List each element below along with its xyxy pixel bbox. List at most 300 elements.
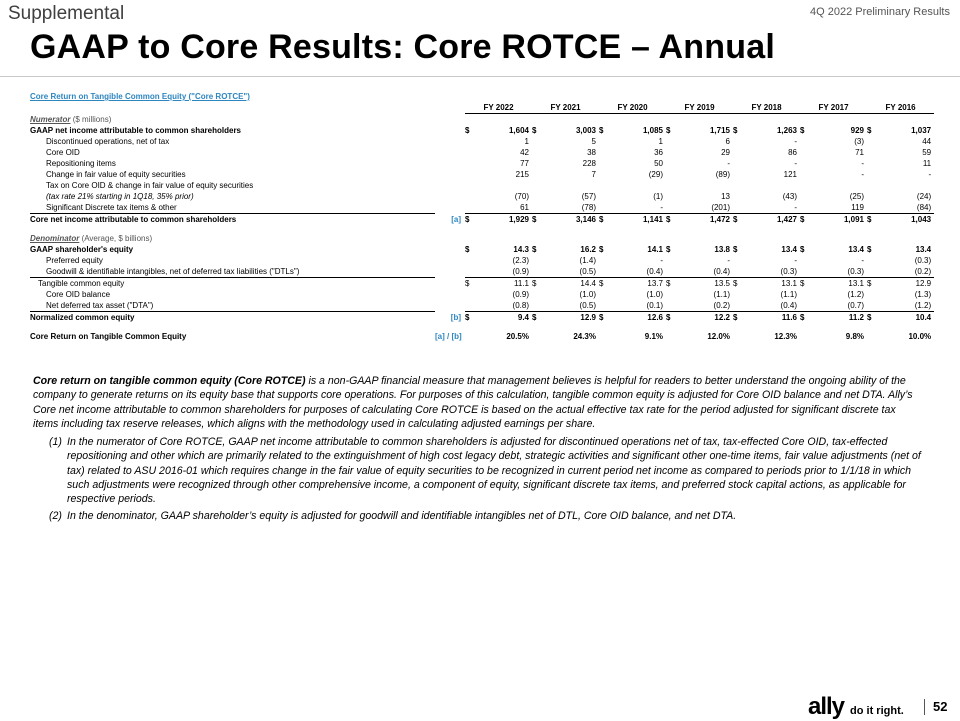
row-reference [435,289,465,300]
value-cell: (70) [514,192,529,201]
table-row [30,136,934,147]
value-cell: 50 [654,159,663,168]
value-cell: 9.4 [517,313,529,322]
value-cell: 11.1 [514,279,529,288]
value-cell: 12.9 [580,313,596,322]
currency-cell [465,202,475,214]
currency-cell [666,136,676,147]
value-cell: (1) [653,192,663,201]
year-header: FY 2016 [867,102,934,114]
value-cell: 71 [855,148,864,157]
currency-cell [599,289,609,300]
currency-cell [599,202,609,214]
value-cell: 12.3% [774,332,797,341]
value-cell: 119 [810,202,867,214]
value-cell: (0.4) [743,300,800,312]
row-reference [435,278,465,290]
currency-cell [599,147,609,158]
numerator-heading-unit: ($ millions) [72,115,112,124]
intro-paragraph [33,374,923,431]
currency-cell: $ [465,215,470,224]
currency-cell [867,255,877,266]
value-cell: (57) [581,192,596,201]
currency-cell: $ [532,126,537,135]
page-number: 52 [933,699,948,714]
currency-cell [800,300,810,312]
value-cell: (89) [715,170,730,179]
row-reference [435,169,465,180]
currency-cell: $ [465,245,470,254]
value-cell: 13.4 [848,245,864,254]
value-cell: 12.6 [647,313,663,322]
row-reference [435,255,465,266]
empty-cell [877,180,934,191]
currency-cell [733,266,743,278]
value-cell: (1.1) [713,290,730,299]
currency-cell [666,169,676,180]
empty-cell [599,180,609,191]
denominator-heading [30,233,934,244]
value-cell: 1,091 [843,215,864,224]
currency-cell [800,266,810,278]
row-reference: [a] / [b] [435,332,462,341]
empty-cell [800,180,810,191]
currency-cell [666,147,676,158]
currency-cell [867,289,877,300]
empty-cell [609,180,666,191]
currency-cell [465,300,475,312]
currency-cell: $ [465,279,470,288]
spacer-row [30,323,934,331]
currency-cell [733,191,743,202]
currency-cell: $ [733,215,738,224]
currency-cell [800,158,810,169]
value-cell: 44 [922,137,932,146]
value-cell: 13.7 [647,279,663,288]
row-label: Core Return on Tangible Common Equity [30,332,187,341]
table-row [30,278,934,290]
currency-cell: $ [867,279,872,288]
value-cell: (1.0) [646,290,663,299]
value-cell: (0.9) [475,266,532,278]
value-cell: 10.0% [908,332,932,341]
table-row [30,255,934,266]
row-label: Discontinued operations, net of tax [46,137,170,146]
currency-cell: $ [532,215,537,224]
currency-cell: $ [465,313,470,322]
currency-cell: $ [599,245,604,254]
empty-cell [532,180,542,191]
value-cell: 14.3 [513,245,529,254]
row-reference [435,244,465,255]
currency-cell: $ [733,245,738,254]
year-header: FY 2019 [666,102,733,114]
value-cell: (1.0) [579,290,596,299]
empty-cell [542,180,599,191]
table-row [30,180,934,191]
value-cell: (0.4) [609,266,666,278]
currency-cell [465,331,475,342]
row-label: Net deferred tax asset ("DTA") [30,300,435,312]
title-divider [0,76,960,77]
currency-cell [532,289,542,300]
currency-cell [733,136,743,147]
value-cell: 5 [591,137,596,146]
row-reference: [a] [451,214,461,224]
currency-cell [532,300,542,312]
value-cell: 1,427 [776,215,797,224]
empty-cell [810,180,867,191]
currency-cell: $ [867,215,872,224]
currency-cell [733,147,743,158]
currency-cell [666,266,676,278]
value-cell: 215 [515,170,529,179]
value-cell: (78) [542,202,599,214]
empty-cell [30,323,934,331]
table-row [30,169,934,180]
value-cell: 36 [654,148,663,157]
currency-cell [800,147,810,158]
footnote-list [33,435,923,523]
currency-cell [666,300,676,312]
value-cell: 59 [922,148,932,157]
value-cell: (1.4) [579,256,596,265]
currency-cell [532,331,542,342]
currency-cell [599,158,609,169]
currency-cell: $ [867,313,872,322]
value-cell: 1,715 [709,126,730,135]
currency-cell [599,136,609,147]
value-cell: - [743,202,800,214]
row-reference [435,266,465,278]
value-cell: 1,037 [911,126,932,135]
row-label: Core OID [46,148,80,157]
value-cell: 1,085 [642,126,663,135]
ally-logo [808,693,904,720]
row-reference [435,202,465,214]
value-cell: - [660,256,663,265]
table-row [30,300,934,312]
currency-cell [666,331,676,342]
value-cell: 42 [520,148,529,157]
currency-cell [800,289,810,300]
value-cell: 14.4 [580,279,596,288]
currency-cell [532,169,542,180]
currency-cell: $ [733,126,738,135]
currency-cell: $ [666,313,671,322]
value-cell: (0.3) [914,256,932,265]
value-cell: 13.8 [714,245,730,254]
currency-cell: $ [532,245,537,254]
currency-cell [800,136,810,147]
currency-cell: $ [733,313,738,322]
value-cell: - [727,256,730,265]
table-row [30,158,934,169]
value-cell: (43) [782,192,797,201]
currency-cell [532,136,542,147]
currency-cell [867,331,877,342]
empty-cell [30,102,435,114]
logo-wordmark: ally [808,693,845,720]
value-cell: 9.8% [845,332,864,341]
row-label: Tangible common equity [38,279,125,288]
currency-cell [465,289,475,300]
currency-cell [666,191,676,202]
value-cell: - [861,159,864,168]
empty-cell [475,180,532,191]
numerator-heading [30,114,934,126]
value-cell: 7 [591,170,596,179]
row-label: Preferred equity [46,256,103,265]
value-cell: (1.2) [847,290,864,299]
value-cell: 1,929 [508,215,529,224]
value-cell: (0.2) [877,266,934,278]
empty-cell [676,180,733,191]
value-cell: 14.1 [647,245,663,254]
value-cell: 86 [788,148,797,157]
empty-cell [733,180,743,191]
currency-cell: $ [800,215,805,224]
value-cell: (1.2) [877,300,934,312]
table-row [30,214,934,226]
value-cell: 121 [783,170,797,179]
table-row [30,125,934,136]
table-row [30,244,934,255]
row-label: Change in fair value of equity securities [46,170,186,179]
row-label: (tax rate 21% starting in 1Q18, 35% prior) [46,192,194,201]
currency-cell [532,266,542,278]
table-row [30,312,934,324]
currency-cell [867,169,877,180]
value-cell: (0.1) [609,300,666,312]
denominator-heading-unit: (Average, $ billions) [81,234,153,243]
value-cell: 6 [725,137,730,146]
currency-cell: $ [532,279,537,288]
currency-cell [733,289,743,300]
page-title: GAAP to Core Results: Core ROTCE – Annual [30,28,775,66]
currency-cell [867,202,877,214]
empty-cell [30,225,934,233]
value-cell: 929 [850,126,864,135]
currency-cell [800,331,810,342]
currency-cell [867,136,877,147]
value-cell: (0.5) [542,300,599,312]
value-cell: - [861,170,864,179]
table-heading: Core Return on Tangible Common Equity ("Core ROTCE") [30,92,250,101]
currency-cell [465,191,475,202]
row-label: Core net income attributable to common shareholders [30,215,237,224]
value-cell: 77 [520,159,529,168]
currency-cell: $ [867,245,872,254]
value-cell: 13.4 [781,245,797,254]
footer-divider [924,699,925,715]
value-cell: 1,604 [508,126,529,135]
currency-cell: $ [666,215,671,224]
currency-cell [532,191,542,202]
value-cell: (1.3) [914,290,932,299]
currency-cell: $ [532,313,537,322]
value-cell: 13 [721,192,730,201]
row-reference [435,136,465,147]
empty-cell [867,180,877,191]
year-header: FY 2018 [733,102,800,114]
currency-cell [800,191,810,202]
value-cell: (0.2) [676,300,733,312]
currency-cell [599,300,609,312]
currency-cell [666,289,676,300]
currency-cell [532,158,542,169]
value-cell: 16.2 [580,245,596,254]
value-cell: 9.1% [644,332,663,341]
currency-cell [465,136,475,147]
currency-cell: $ [733,279,738,288]
table-row [30,331,934,342]
row-reference [435,300,465,312]
currency-cell [733,158,743,169]
currency-cell: $ [599,126,604,135]
row-reference: [b] [450,312,461,322]
currency-cell [800,202,810,214]
row-reference [435,147,465,158]
logo-tagline: do it right. [850,705,904,717]
value-cell: 11 [922,159,932,168]
value-cell: - [727,159,730,168]
document-label: 4Q 2022 Preliminary Results [809,6,950,18]
currency-cell [733,169,743,180]
currency-cell [867,266,877,278]
value-cell: 38 [587,148,596,157]
table-heading-row [30,91,934,102]
year-header: FY 2021 [532,102,599,114]
value-cell: (0.3) [810,266,867,278]
currency-cell [599,266,609,278]
row-label: Repositioning items [46,159,116,168]
currency-cell [465,147,475,158]
currency-cell: $ [800,245,805,254]
value-cell: (24) [916,192,932,201]
value-cell: 13.4 [915,245,932,254]
empty-cell [435,180,465,191]
empty-cell [743,180,800,191]
currency-cell [599,331,609,342]
table-row [30,266,934,278]
row-reference [435,158,465,169]
empty-cell [465,180,475,191]
footnote-text: In the denominator, GAAP shareholder’s equity is adjusted for goodwill and identifiable intangibles net of DTL, Core OID balance, and net DTA. [67,509,737,522]
footnote-number: (1) [49,436,62,449]
value-cell: (0.5) [542,266,599,278]
table-row [30,147,934,158]
value-cell: - [861,256,864,265]
value-cell: 12.2 [714,313,730,322]
year-header: FY 2022 [465,102,532,114]
footnote-text: In the numerator of Core ROTCE, GAAP net income attributable to common shareholders is adjusted for discontinued operations net of tax, tax-effected Core OID, tax-effected repositioning and other which are primarily related to the extinguishment of high cost legacy debt, strategic activities and significant other one-time items, fair value adjustments (net of tax) related to ASU 2016-01 which requires change in the fair value of equity securities to be recognized in current period net income as compared to periods prior to 1/1/18 in which such adjustments were recognized through other comprehensive income, a component of equity, significant discrete tax items, and preferred stock capital actions, as applicable for respective periods. [67,436,921,506]
value-cell: 1 [658,137,663,146]
footnotes [33,374,923,525]
rotce-table [30,91,934,342]
value-cell: - [928,170,932,179]
currency-cell [465,158,475,169]
footnote-number: (2) [49,509,62,522]
currency-cell: $ [599,313,604,322]
year-header-row [30,102,934,114]
row-label: Significant Discrete tax items & other [30,202,435,214]
currency-cell: $ [800,279,805,288]
currency-cell [666,158,676,169]
currency-cell: $ [666,245,671,254]
currency-cell: $ [465,126,470,135]
value-cell: (25) [849,192,864,201]
intro-term: Core return on tangible common equity (Core ROTCE) [33,375,306,387]
value-cell: 11.2 [848,313,864,322]
value-cell: 1,263 [776,126,797,135]
row-label: Normalized common equity [30,313,135,322]
year-header: FY 2017 [800,102,867,114]
value-cell: (3) [854,137,864,146]
value-cell: (0.3) [743,266,800,278]
currency-cell [867,300,877,312]
currency-cell [599,169,609,180]
value-cell: 11.6 [781,313,797,322]
table-row [30,289,934,300]
value-cell: - [609,202,666,214]
value-cell: (0.9) [512,290,529,299]
currency-cell [800,169,810,180]
table-row [30,191,934,202]
value-cell: (2.3) [512,256,529,265]
value-cell: (29) [648,170,663,179]
value-cell: 61 [475,202,532,214]
value-cell: (1.1) [780,290,797,299]
currency-cell [733,255,743,266]
value-cell: 24.3% [573,332,596,341]
currency-cell [800,255,810,266]
value-cell: 20.5% [506,332,529,341]
currency-cell [465,255,475,266]
section-label: Supplemental [8,3,125,24]
currency-cell [666,202,676,214]
value-cell: (0.8) [475,300,532,312]
value-cell: 12.9 [915,279,932,288]
value-cell: 1 [524,137,529,146]
row-label: Tax on Core OID & change in fair value of equity securities [46,181,254,190]
currency-cell [599,191,609,202]
row-label: GAAP net income attributable to common shareholders [30,126,241,135]
value-cell: 1,472 [709,215,730,224]
currency-cell [532,147,542,158]
value-cell: 228 [582,159,596,168]
currency-cell [465,266,475,278]
footnote-item [33,509,923,523]
currency-cell [465,169,475,180]
currency-cell [733,202,743,214]
value-cell: - [794,137,797,146]
denominator-heading-label: Denominator [30,234,80,243]
value-cell: (201) [676,202,733,214]
value-cell: 12.0% [707,332,730,341]
value-cell: - [794,159,797,168]
year-header: FY 2020 [599,102,666,114]
value-cell: 29 [721,148,730,157]
currency-cell [867,191,877,202]
row-reference [435,125,465,136]
currency-cell [599,255,609,266]
spacer-row [30,225,934,233]
denominator-heading-cell [30,233,934,244]
value-cell: 3,146 [575,215,596,224]
currency-cell: $ [800,126,805,135]
currency-cell: $ [599,279,604,288]
